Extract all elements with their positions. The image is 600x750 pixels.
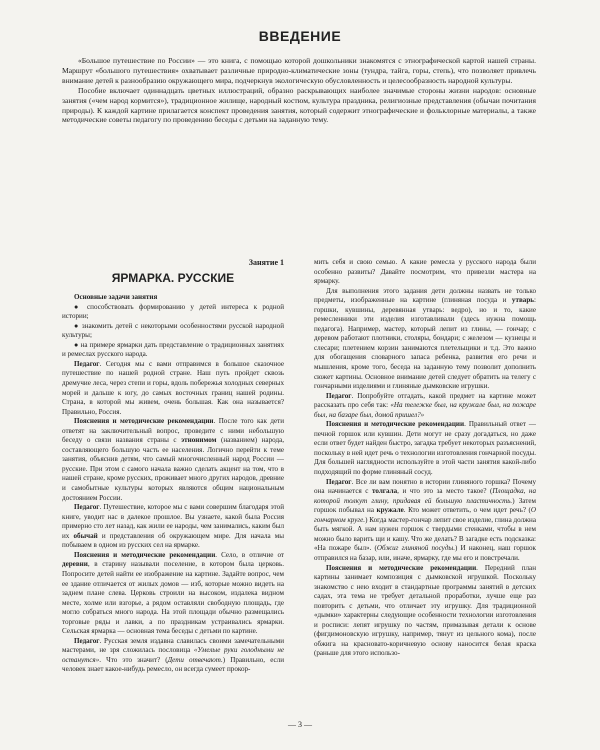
text: . Все ли вам понятно в истории глиняного горшка? Почему она начинается с (314, 477, 536, 496)
text: ) Правильно, если человек знает какое-нибудь ремесло, он всегда сумеет прокор- (62, 655, 284, 674)
text: ) Когда мастер-гончар лепит свое изделие, глина должна быть мягкой. А нам нужен горшок с твердыми стенками, чтобы в нем можно было варить щи и кашу. Что же делать? В загадке есть подсказка: «На пожаре был». ( (314, 515, 536, 553)
teacher-paragraph (62, 637, 284, 675)
proverb: «Умелые руки голодными не останутся» (62, 646, 284, 664)
text: (названием) народа, составляющего большую часть ее населения. Логично перейти к теме занятия, объяснив детям, что самый многочисленный народ России — русские. При этом с самого начала важно сделать акцент на том, что в нашей стране, кроме русских, проживает много других народов, древние и самобытные культуры которых являются общим национальным достоянием России. (62, 436, 284, 502)
lesson-label: Занятие 1 (248, 258, 284, 267)
teacher-paragraph (62, 503, 284, 551)
teacher-label: Педагог (74, 636, 100, 645)
text: . Путешествие, которое мы с вами совершим благодаря этой книге, уводит нас в далекое прошлое. Вы узнаете, какой была Россия примерно сто лет назад, как жили ее народы, чем занимались, каким был их (62, 503, 284, 540)
text: : горшки, кувшины, деревянная утварь: ведро), но и то, какие ремесленники эти изделия изготавливали (здесь нужна помощь педагога). Например, мастер, который лепит из глины, — гончар; с деревом работают плотники, столяры, бондари; с железом — кузнецы и слесари; плетением корзин занимаются плетельщики и т.д. Это важно для обогащения словарного запаса ребенка, развития его речи и мышления, кроме того, беседа на заданную тему позволит дополнить сюжет картины. Основное внимание детей следует обратить на телегу с гончарными изделиями и глиняные дымковские игрушки. (314, 296, 536, 391)
term: этнонимом (181, 436, 217, 445)
text: ) И наконец, наш горшок отправился на базар, или, иначе, ярмарку, где мы его и повстречали. (314, 544, 536, 562)
task-item: ● на примере ярмарки дать представление о традиционных занятиях и ремеслах русского народа. (62, 340, 284, 359)
note: О гончарном круге. (314, 506, 536, 524)
note: Обжиг глиняной посуды. (376, 544, 455, 553)
method-paragraph (62, 551, 284, 637)
page-number: — 3 — (288, 720, 312, 729)
text: . Русская земля издавна славилась своими замечательными мастерами, не зря сложилась пословица (62, 636, 284, 655)
text: . Что это значит? ( (99, 655, 168, 664)
method-paragraph (62, 417, 284, 503)
term: деревни (62, 560, 88, 569)
method-paragraph (314, 420, 536, 477)
riddle: «На тележке был, на кружале был, на пожаре был, на базаре был, домой пришел?» (314, 401, 536, 419)
teacher-paragraph (314, 478, 536, 564)
method-label: Пояснения и методические рекомендации (326, 420, 465, 429)
text: . Попробуйте отгадать, какой предмет на картине может рассказать про себя так: (314, 391, 536, 410)
method-label: Пояснения и методические рекомендации (74, 417, 214, 426)
term: кружале (376, 506, 404, 515)
text: . Кто может ответить, о чем идет речь? ( (403, 506, 531, 515)
teacher-label: Педагог (326, 391, 352, 400)
text: . Сегодня мы с вами отправимся в большое сказочное путешествие по нашей родной стране. Наш путь пройдет сквозь дремучие леса, через степи и горы, вдоль побережья холодных северных морей и дальше к югу, до самых восточных границ нашей родины. Страна, в которой мы живем, очень большая. Как она называется? Правильно, Россия. (62, 359, 284, 416)
text: Для выполнения этого задания дети должны назвать не только предметы, изображенные на картине (глиняная посуда и (314, 286, 536, 305)
text: . Правильный ответ — печной горшок или кувшин. Дети могут не сразу догадаться, но даже если ответ будет найден быстро, загадка требует некоторых разъяснений, поскольку в ней идет речь о технологии изготовления гончарной посуды. Для большей наглядности используйте в этой части занятия какой-либо подходящий по форме глиняный сосуд. (314, 420, 536, 477)
method-label: Пояснения и методические рекомендации (326, 563, 477, 572)
teacher-label: Педагог (74, 503, 100, 512)
right-column (314, 258, 536, 659)
tasks-heading: Основные задачи занятия (74, 293, 158, 302)
text: , и что это за место такое? ( (397, 487, 493, 496)
text-paragraph (314, 287, 536, 392)
teacher-label: Педагог (326, 477, 352, 486)
text: . Село, в отличие от (215, 550, 284, 559)
text: ) Затем горшок побывал на (314, 496, 536, 515)
teacher-paragraph (62, 360, 284, 417)
method-paragraph (314, 564, 536, 659)
intro-section (62, 56, 536, 125)
text: . После того как дети ответят на заключительный вопрос, проведите с ними небольшую беседу о связи названия страны с (62, 417, 284, 445)
text: и представления об окружающем мире. Для начала мы побываем в одном из русских сел на ярмарке. (62, 531, 285, 550)
page-title: ВВЕДЕНИЕ (258, 28, 342, 44)
chapter-title: ЯРМАРКА. РУССКИЕ (111, 270, 235, 285)
term: толгала (371, 487, 398, 496)
intro-paragraph: «Большое путешествие по России» — это книга, с помощью которой дошкольники знакомятся с этнографической картой нашей страны. Маршрут «большого путешествия» охватывает различные природно-климатические зоны (тундра, тайга, горы, степь), что позволяет привлечь внимание детей к разнообразию окружающего мира, подчеркнув экологическую обусловленность и целесообразность народной культуры. (62, 56, 536, 85)
task-item: ● способствовать формированию у детей интереса к родной истории; (62, 302, 284, 321)
text: , в старину называли поселение, в котором была церковь. Попросите детей найти ее изображение на картине. Задайте вопрос, чем ее здание отличается от жилых домов — изб, которые можно видеть на заднем плане слева. Церковь строили на высоком, издалека видном месте, холме или взгорье, а рядом оставляли свободную площадь, где могло собраться много народа. На этой площади обычно размещались торговые ряды и лавки, а по праздникам устраивались ярмарки. Сельская ярмарка — основная тема беседы с детьми по картине. (62, 560, 284, 636)
term: обычай (73, 531, 98, 540)
text: . Передний план картины занимает композиция с дымковской игрушкой. Поскольку знакомство с нею входит в стандартные программы занятий в детских садах, эта тема не требует детальной проработки, лучше еще раз повторить с детьми, что отличает эту игрушку. Для традиционной «дымки» характерны следующие особенности технологии изготовления и росписи: лепят игрушку по частям, примазывая детали к основе (фигдимоновскую игрушку, например, тянут из цельного кома), после обжига на красновато-коричневую основу наносится белая краска (раньше для этого использо- (314, 563, 536, 658)
note: Площадка, на которой толкут глину, придавая ей большую пластичность. (314, 487, 536, 505)
teacher-paragraph (314, 392, 536, 421)
term: утварь (511, 296, 535, 305)
teacher-label: Педагог (74, 359, 100, 368)
left-column (62, 258, 284, 675)
method-label: Пояснения и методические рекомендации (74, 550, 216, 559)
note: Дети отвечают. (167, 655, 223, 664)
intro-paragraph: Пособие включает одиннадцать цветных иллюстраций, образно раскрывающих наиболее значимые стороны жизни народов: основные занятия («чем народ кормится»), традиционное жилище, народный костюм, культура праздника, религиозные представления (обычаи почитания природы). К каждой картине прилагается конспект проведения занятия, который содержит этнографические и фольклорные материалы, а также методические советы педагогу по проведению беседы с детьми на заданную тему. (62, 85, 536, 125)
text-paragraph: мить себя и свою семью. А какие ремесла у русского народа были особенно развиты? Давайте посмотрим, что привезли мастера на ярмарку. (314, 258, 536, 286)
task-item: ● знакомить детей с некоторыми особенностями русской народной культуры; (62, 321, 284, 340)
